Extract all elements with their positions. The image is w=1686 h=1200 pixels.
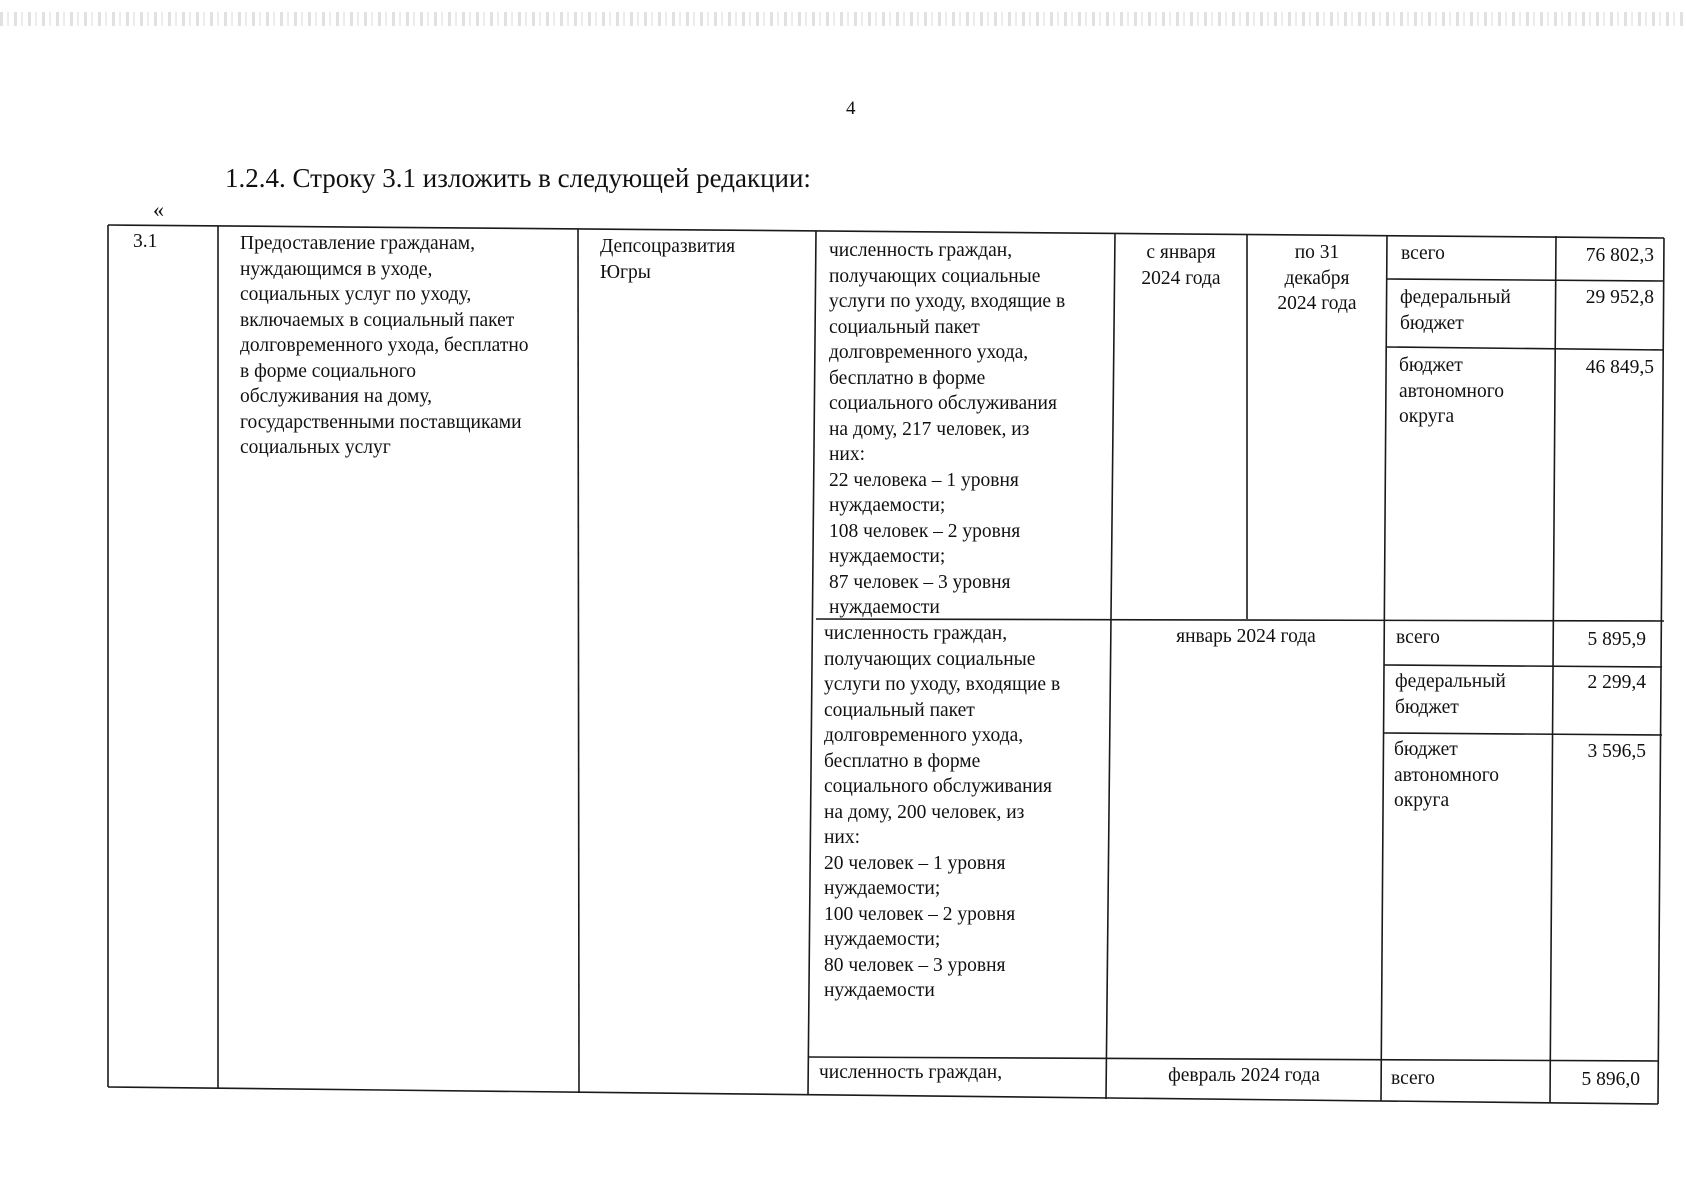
block1-source-total: всего (1401, 243, 1445, 264)
block1-source-regional: бюджет автономного округа (1399, 355, 1504, 427)
block3-amount-total: 5 896,0 (1581, 1069, 1640, 1090)
row-executor: Депсоцразвития Югры (600, 236, 736, 283)
block1-period-start: с января 2024 года (1141, 242, 1221, 289)
block1-period-end: по 31 декабря 2024 года (1277, 242, 1357, 314)
page-number: 4 (846, 98, 856, 119)
row-description: Предоставление гражданам, нуждающимся в уходе, социальных услуг по уходу, включаемых в социальный пакет долговременного ухода, бесплатно в форме социального обслуживания на дому, государственными поставщиками социальных услуг (240, 233, 529, 458)
block1-amount-federal: 29 952,8 (1585, 287, 1654, 308)
block1-indicator: численность граждан, получающих социальные услуги по уходу, входящие в социальный пакет долговременного ухода, бесплатно в форме социального обслуживания на дому, 217 человек, из них: 22 человека – 1 уровня нуждаемости; 108 человек – 2 уровня нуждаемости; 87 человек – 3 уровня нуждаемости (829, 240, 1066, 618)
block3-indicator: численность граждан, (819, 1062, 1003, 1083)
block2-indicator: численность граждан, получающих социальные услуги по уходу, входящие в социальный пакет долговременного ухода, бесплатно в форме социального обслуживания на дому, 200 человек, из них: 20 человек – 1 уровня нуждаемости; 100 человек – 2 уровня нуждаемости; 80 человек – 3 уровня нуждаемости (824, 623, 1061, 1001)
block2-period: январь 2024 года (1176, 626, 1316, 647)
opening-quote: « (153, 197, 164, 222)
block2-source-total: всего (1396, 627, 1440, 648)
row-number: 3.1 (133, 231, 158, 252)
block1-amount-total: 76 802,3 (1585, 245, 1654, 266)
block1-amount-regional: 46 849,5 (1585, 357, 1654, 378)
block2-amount-regional: 3 596,5 (1587, 741, 1646, 762)
block2-amount-federal: 2 299,4 (1587, 672, 1646, 693)
block2-source-federal: федеральный бюджет (1395, 671, 1506, 718)
block1-source-federal: федеральный бюджет (1400, 287, 1511, 334)
section-heading: 1.2.4. Строку 3.1 изложить в следующей редакции: (225, 163, 811, 193)
block2-source-regional: бюджет автономного округа (1394, 739, 1499, 811)
block3-source-total: всего (1391, 1068, 1435, 1089)
block2-amount-total: 5 895,9 (1587, 629, 1646, 650)
block3-period: февраль 2024 года (1168, 1065, 1320, 1086)
